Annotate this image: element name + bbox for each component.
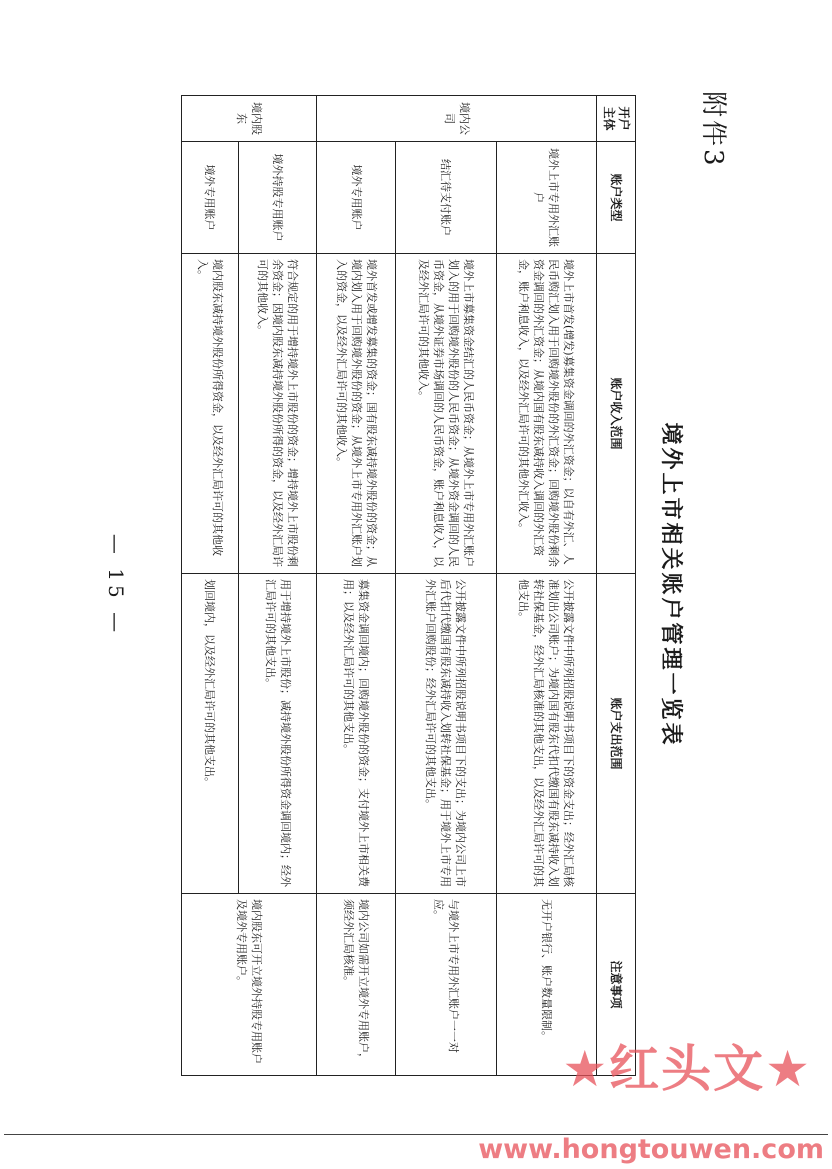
table-row <box>396 95 496 1075</box>
holder-cell: 境内股东 <box>182 95 317 141</box>
watermark-url: www.hongtouwen.com <box>478 1134 824 1165</box>
table-header-row <box>597 95 636 1075</box>
expense-cell: 用于增持境外上市股份；减持境外股份所得资金调回境内；经外汇局许可的其他支出。 <box>238 573 317 893</box>
header-notes: 注意事项 <box>597 893 636 1075</box>
expense-cell: 划回境内，以及经外汇局许可的其他支出。 <box>182 573 239 893</box>
account-type-cell: 境外上市专用外汇账户 <box>496 141 596 253</box>
notes-cell: 与境外上市专用外汇账户一一对应。 <box>396 893 496 1075</box>
header-expense-scope: 账户支出范围 <box>597 573 636 893</box>
income-cell: 符合规定的用于增持境外上市股份的资金；增持境外上市股份剩余资金；因境内股东减持境外股份所得的资金，以及经外汇局许可的其他收入。 <box>238 253 317 573</box>
expense-cell: 募集资金调回境内；回购境外股份的资金；支付境外上市相关费用；以及经外汇局许可的其他支出。 <box>317 573 396 893</box>
account-type-cell: 境外专用账户 <box>317 141 396 253</box>
table-row <box>496 95 596 1075</box>
notes-cell: 境内公司如需开立境外专用账户，须经外汇局核准。 <box>317 893 396 1075</box>
header-holder: 开户主体 <box>597 95 636 141</box>
income-cell: 境外上市募集资金结汇的人民币资金；从境外上市专用外汇账户划入的用于回购境外股份的人民币资金；从境外资金调回的人民币资金，从境外证券市场调回的人民币资金，账户利息收入，以及经外汇局许可的其他收入。 <box>396 253 496 573</box>
header-account-type: 账户类型 <box>597 141 636 253</box>
page-number: — 15 — <box>104 533 128 636</box>
rotated-page <box>96 85 736 1085</box>
watermark-logo: ★红头文★ <box>562 1040 812 1098</box>
notes-cell: 境内股东可开立境外持股专用账户及境外专用账户。 <box>182 893 317 1075</box>
income-cell: 境外上市首发(增发)募集资金调回的外汇资金；以自有外汇、人民币购汇划入用于回购境外股份的外汇资金；回购境外股份剩余资金调回的外汇资金；从境内国有股东减持收入调回的外汇资金，账户利息收入，以及经外汇局许可的其他外汇收入。 <box>496 253 596 573</box>
income-cell: 境内股东减持境外股份所得资金，以及经外汇局许可的其他收入。 <box>182 253 239 573</box>
header-income-scope: 账户收入范围 <box>597 253 636 573</box>
expense-cell: 公开披露文件中所列招股说明书项目下的支出；为境内公司上市后代扣代缴国有股东减持收入划转社保基金；用于境外上市专用外汇账户回购股份；经外汇局许可的其他支出。 <box>396 573 496 893</box>
table-row <box>238 95 317 1075</box>
table-row <box>317 95 396 1075</box>
account-type-cell: 境外持股专用账户 <box>238 141 317 253</box>
account-type-cell: 境外专用账户 <box>182 141 239 253</box>
account-table <box>181 95 636 1076</box>
account-type-cell: 结汇待支付账户 <box>396 141 496 253</box>
income-cell: 境外首发或增发募集的资金；国有股东减持境外股份的资金；从境内划入用于回购境外股份的资金；从境外上市专用外汇账户划入的资金，以及经外汇局许可的其他收入。 <box>317 253 396 573</box>
attachment-label: 附件3 <box>698 90 728 169</box>
holder-cell: 境内公司 <box>317 95 597 141</box>
document-title: 境外上市相关账户管理一览表 <box>658 421 684 747</box>
notes-cell: 无开户银行、账户数量限制。 <box>496 893 596 1075</box>
expense-cell: 公开披露文件中所列招股说明书项目下的资金支出；经外汇局核准划出公司账户；为境内国有股东代扣代缴国有股东减持收入划转社保基金，经外汇局核准的其他支出，以及经外汇局许可的其他支出。 <box>496 573 596 893</box>
